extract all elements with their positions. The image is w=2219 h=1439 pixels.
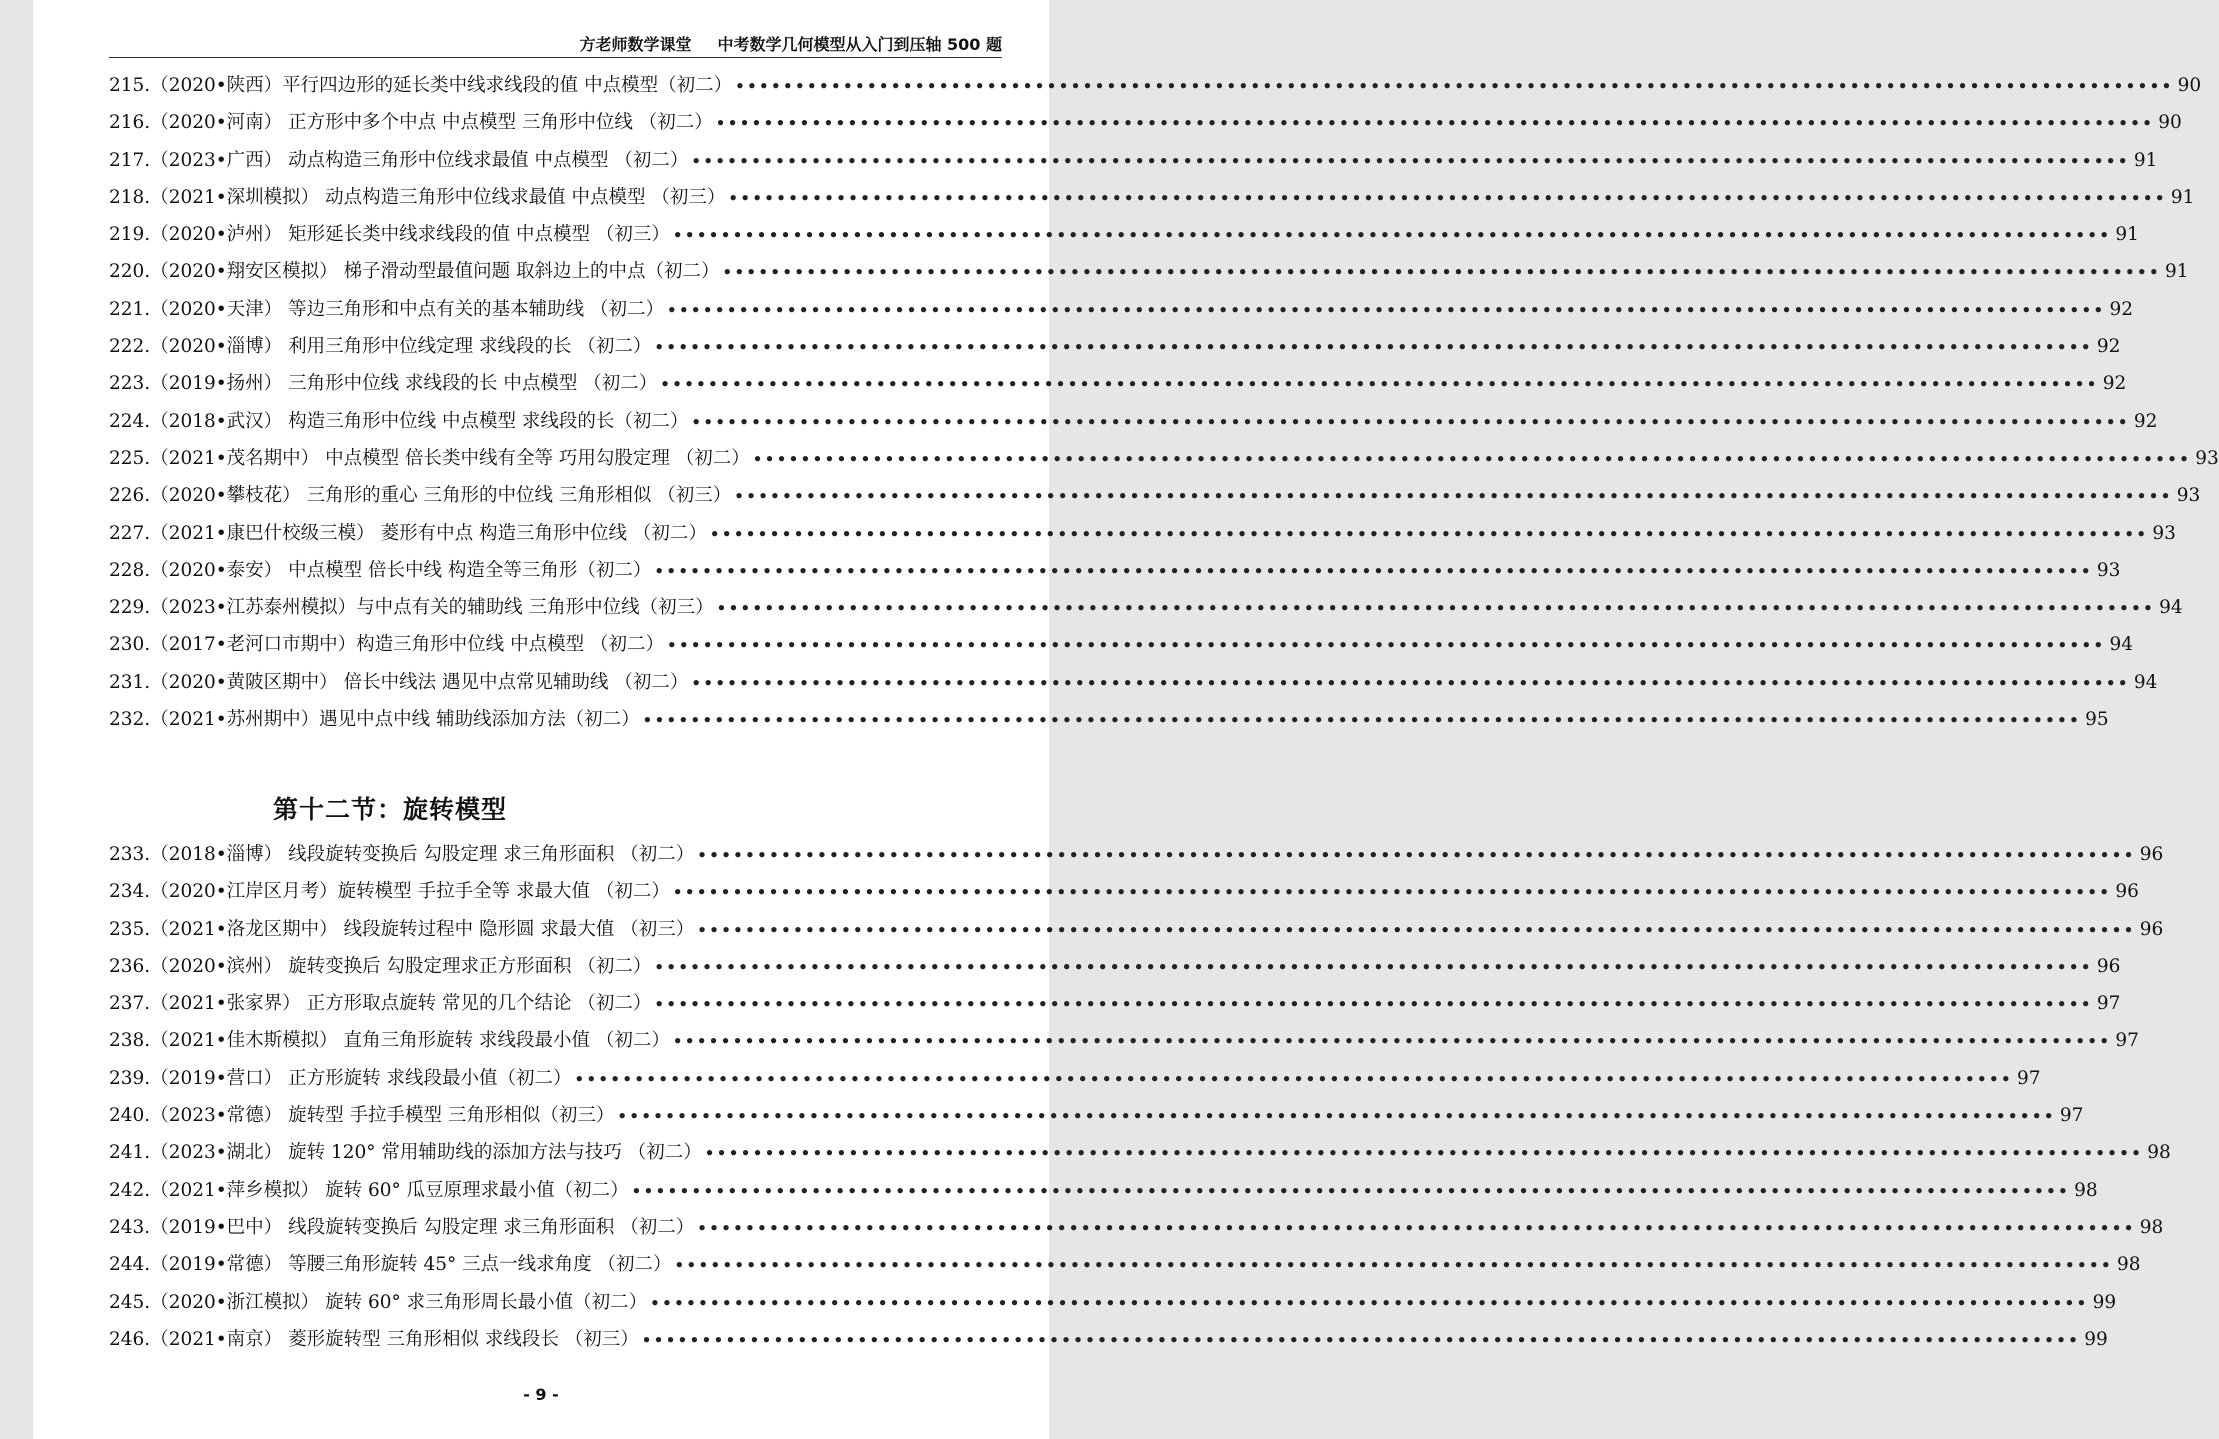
toc-entry-title: 228.（2020•泰安） 中点模型 倍长中线 构造全等三角形（初二） xyxy=(109,559,652,581)
toc-entry-page: 92 xyxy=(2096,336,2121,358)
toc-entry xyxy=(109,328,2121,365)
toc-entry xyxy=(109,477,2201,514)
toc-dot-leader: •••••••••••••••••••••••••••••••••••••••••••••••••••••••••••••••••••••••••••••••••••••••••••••••••••••••••••••••••••••••• xyxy=(697,1218,2136,1237)
toc-entry xyxy=(109,216,2139,253)
toc-entry xyxy=(109,1246,2141,1283)
header-rule xyxy=(109,57,1002,58)
toc-dot-leader: •••••••••••••••••••••••••••••••••••••••••••••••••••••••••••••••••••••••••••••••••••••••••••••••••••••••••••••••••••••••• xyxy=(660,375,2099,394)
toc-entry-title: 236.（2020•滨州） 旋转变换后 勾股定理求正方形面积 （初二） xyxy=(109,955,652,977)
toc-entry xyxy=(109,1022,2139,1059)
toc-dot-leader: •••••••••••••••••••••••••••••••••••••••••••••••••••••••••••••••••••••••••••••••••••••••••••••••••••••••••••••••••••••••• xyxy=(672,883,2112,902)
toc-entry-page: 98 xyxy=(2074,1179,2098,1201)
toc-dot-leader: •••••••••••••••••••••••••••••••••••••••••••••••••••••••••••••••••••••••••••••••••••••••••••••••••••••••••••••••••••••••• xyxy=(728,188,2167,207)
toc-entry-page: 90 xyxy=(2177,75,2202,96)
toc-entry-title: 220.（2020•翔安区模拟） 梯子滑动型最值问题 取斜边上的中点（初二） xyxy=(109,261,720,283)
toc-entry-title: 223.（2019•扬州） 三角形中位线 求线段的长 中点模型 （初二） xyxy=(109,373,658,395)
toc-entry-title: 238.（2021•佳木斯模拟） 直角三角形旋转 求线段最小值 （初二） xyxy=(109,1030,670,1052)
toc-entry xyxy=(109,1284,2117,1321)
toc-entry-page: 98 xyxy=(2139,1216,2164,1238)
toc-entry-page: 94 xyxy=(2109,634,2133,656)
toc-dot-leader: •••••••••••••••••••••••••••••••••••••••••••••••••••••••••••••••••••••••••••••••••••••••••••••••••••••••••••••••••••••••• xyxy=(735,77,2174,95)
toc-dot-leader: •••••••••••••••••••••••••••••••••••••••••••••••••••••••••••••••••••••••••••••••••••••••••••••••••••••••••••••••••••••••• xyxy=(722,263,2161,282)
toc-entry-page: 91 xyxy=(2115,224,2139,246)
toc-entry-title: 225.（2021•茂名期中） 中点模型 倍长类中线有全等 巧用勾股定理 （初二） xyxy=(109,447,750,469)
toc-entry-page: 96 xyxy=(2139,918,2164,940)
toc-entry xyxy=(109,291,2133,328)
toc-list-midpoint xyxy=(109,67,2219,738)
toc-entry xyxy=(109,948,2121,985)
toc-entry-page: 97 xyxy=(2059,1105,2084,1127)
running-header xyxy=(109,33,1002,56)
toc-entry xyxy=(109,1060,2041,1097)
toc-entry-title: 231.（2020•黄陂区期中） 倍长中线法 遇见中点常见辅助线 （初二） xyxy=(109,671,689,693)
toc-entry-title: 232.（2021•苏州期中）遇见中点中线 辅助线添加方法（初二） xyxy=(109,709,640,731)
toc-dot-leader: •••••••••••••••••••••••••••••••••••••••••••••••••••••••••••••••••••••••••••••••••••••••••••••••••••••••••••••••••••••••• xyxy=(666,300,2106,319)
toc-entry-page: 97 xyxy=(2096,993,2121,1015)
toc-entry-page: 93 xyxy=(2152,522,2176,544)
toc-dot-leader: •••••••••••••••••••••••••••••••••••••••••••••••••••••••••••••••••••••••••••••••••••••••••••••••••••••••••••••••••••••••• xyxy=(654,561,2093,580)
header-left-text: 方老师数学课堂 xyxy=(579,35,692,54)
toc-entry xyxy=(109,664,2158,701)
toc-dot-leader: •••••••••••••••••••••••••••••••••••••••••••••••••••••••••••••••••••••••••••••••••••••••••••••••••••••••••••••••••••••••• xyxy=(654,338,2093,357)
toc-dot-leader: •••••••••••••••••••••••••••••••••••••••••••••••••••••••••••••••••••••••••••••••••••••••••••••••••••••••••••••••••••••••• xyxy=(641,1330,2081,1349)
toc-entry-title: 222.（2020•淄博） 利用三角形中位线定理 求线段的长 （初二） xyxy=(109,336,652,358)
toc-dot-leader: •••••••••••••••••••••••••••••••••••••••••••••••••••••••••••••••••••••••••••••••••••••••••••••••••••••••••••••••••••••••• xyxy=(715,114,2155,133)
toc-entry-page: 98 xyxy=(2117,1254,2141,1276)
toc-entry xyxy=(109,911,2164,948)
toc-dot-leader: •••••••••••••••••••••••••••••••••••••••••••••••••••••••••••••••••••••••••••••••••••••••••••••••••••••••••••••••••••••••• xyxy=(674,1256,2113,1275)
toc-entry-title: 227.（2021•康巴什校级三模） 菱形有中点 构造三角形中位线 （初二） xyxy=(109,522,707,544)
toc-dot-leader: •••••••••••••••••••••••••••••••••••••••••••••••••••••••••••••••••••••••••••••••••••••••••••••••••••••••••••••••••••••••• xyxy=(617,1107,2056,1126)
toc-entry-title: 233.（2018•淄博） 线段旋转变换后 勾股定理 求三角形面积 （初二） xyxy=(109,844,695,865)
toc-dot-leader: •••••••••••••••••••••••••••••••••••••••••••••••••••••••••••••••••••••••••••••••••••••••••••••••••••••••••••••••••••••••• xyxy=(631,1181,2071,1200)
toc-entry xyxy=(109,253,2189,290)
toc-entry-title: 229.（2023•江苏泰州模拟）与中点有关的辅助线 三角形中位线（初三） xyxy=(109,597,714,619)
toc-entry xyxy=(109,1172,2098,1209)
toc-entry-page: 93 xyxy=(2195,447,2219,469)
toc-entry-title: 216.（2020•河南） 正方形中多个中点 中点模型 三角形中位线 （初二） xyxy=(109,112,713,134)
toc-entry xyxy=(109,836,2164,873)
toc-entry-page: 97 xyxy=(2115,1030,2139,1052)
toc-entry xyxy=(109,1209,2164,1246)
toc-entry xyxy=(109,365,2127,402)
toc-dot-leader: •••••••••••••••••••••••••••••••••••••••••••••••••••••••••••••••••••••••••••••••••••••••••••••••••••••••••••••••••••••••• xyxy=(704,1144,2144,1163)
section-title: 第十二节：旋转模型 xyxy=(273,795,508,824)
toc-dot-leader: •••••••••••••••••••••••••••••••••••••••••••••••••••••••••••••••••••••••••••••••••••••••••••••••••••••••••••••••••••••••• xyxy=(650,1293,2089,1312)
toc-entry-title: 219.（2020•泸州） 矩形延长类中线求线段的值 中点模型 （初三） xyxy=(109,224,670,246)
toc-entry xyxy=(109,1321,2108,1358)
toc-entry xyxy=(109,1097,2084,1134)
toc-entry-page: 99 xyxy=(2084,1328,2108,1350)
toc-entry-page: 91 xyxy=(2170,186,2195,208)
toc-entry-page: 96 xyxy=(2115,881,2139,903)
toc-entry-title: 237.（2021•张家界） 正方形取点旋转 常见的几个结论 （初二） xyxy=(109,993,652,1015)
toc-entry-page: 96 xyxy=(2096,955,2121,977)
toc-entry-page: 91 xyxy=(2164,261,2189,283)
toc-dot-leader: •••••••••••••••••••••••••••••••••••••••••••••••••••••••••••••••••••••••••••••••••••••••••••••••••••••••••••••••••••••••• xyxy=(716,599,2156,618)
toc-entry xyxy=(109,985,2121,1022)
toc-entry xyxy=(109,626,2133,663)
toc-dot-leader: •••••••••••••••••••••••••••••••••••••••••••••••••••••••••••••••••••••••••••••••••••••••••••••••••••••••••••••••••••••••• xyxy=(642,711,2082,730)
toc-entry-page: 92 xyxy=(2133,410,2158,432)
toc-dot-leader: •••••••••••••••••••••••••••••••••••••••••••••••••••••••••••••••••••••••••••••••••••••••••••••••••••••••••••••••••••••••• xyxy=(691,151,2130,170)
toc-entry xyxy=(109,142,2158,179)
toc-entry-title: 218.（2021•深圳模拟） 动点构造三角形中位线求最值 中点模型 （初三） xyxy=(109,186,726,208)
toc-entry-page: 93 xyxy=(2096,559,2121,581)
toc-entry-title: 242.（2021•萍乡模拟） 旋转 60° 瓜豆原理求最小值（初二） xyxy=(109,1179,629,1201)
toc-dot-leader: •••••••••••••••••••••••••••••••••••••••••••••••••••••••••••••••••••••••••••••••••••••••••••••••••••••••••••••••••••••••• xyxy=(672,1032,2112,1051)
toc-dot-leader: •••••••••••••••••••••••••••••••••••••••••••••••••••••••••••••••••••••••••••••••••••••••••••••••••••••••••••••••••••••••• xyxy=(734,487,2173,506)
toc-dot-leader: •••••••••••••••••••••••••••••••••••••••••••••••••••••••••••••••••••••••••••••••••••••••••••••••••••••••••••••••••••••••• xyxy=(691,673,2130,692)
toc-entry xyxy=(109,701,2109,738)
toc-entry xyxy=(109,515,2176,552)
toc-entry xyxy=(109,440,2219,477)
toc-entry-title: 243.（2019•巴中） 线段旋转变换后 勾股定理 求三角形面积 （初二） xyxy=(109,1216,695,1238)
toc-entry-title: 215.（2020•陕西）平行四边形的延长类中线求线段的值 中点模型（初二） xyxy=(109,75,733,96)
toc-entry-page: 94 xyxy=(2133,671,2158,693)
toc-dot-leader: •••••••••••••••••••••••••••••••••••••••••••••••••••••••••••••••••••••••••••••••••••••••••••••••••••••••••••••••••••••••• xyxy=(654,995,2093,1014)
toc-dot-leader: •••••••••••••••••••••••••••••••••••••••••••••••••••••••••••••••••••••••••••••••••••••••••••••••••••••••••••••••••••••••• xyxy=(697,920,2136,939)
toc-entry xyxy=(109,179,2195,216)
toc-entry-title: 239.（2019•营口） 正方形旋转 求线段最小值（初二） xyxy=(109,1067,572,1089)
toc-entry-title: 235.（2021•洛龙区期中） 线段旋转过程中 隐形圆 求最大值 （初三） xyxy=(109,918,695,940)
toc-entry-title: 244.（2019•常德） 等腰三角形旋转 45° 三点一线求角度 （初二） xyxy=(109,1254,672,1276)
page-number: - 9 - xyxy=(523,1385,559,1404)
toc-entry-page: 94 xyxy=(2159,597,2183,619)
toc-entry-title: 245.（2020•浙江模拟） 旋转 60° 求三角形周长最小值（初二） xyxy=(109,1291,648,1313)
header-right-text: 中考数学几何模型从入门到压轴 500 题 xyxy=(717,35,1002,54)
toc-dot-leader: •••••••••••••••••••••••••••••••••••••••••••••••••••••••••••••••••••••••••••••••••••••••••••••••••••••••••••••••••••••••• xyxy=(697,846,2136,864)
toc-entry-title: 230.（2017•老河口市期中）构造三角形中位线 中点模型 （初二） xyxy=(109,634,664,656)
toc-entry-page: 95 xyxy=(2085,709,2109,731)
toc-dot-leader: •••••••••••••••••••••••••••••••••••••••••••••••••••••••••••••••••••••••••••••••••••••••••••••••••••••••••••••••••••••••• xyxy=(654,957,2093,976)
toc-dot-leader: •••••••••••••••••••••••••••••••••••••••••••••••••••••••••••••••••••••••••••••••••••••••••••••••••••••••••••••••••••••••• xyxy=(709,524,2149,543)
toc-dot-leader: •••••••••••••••••••••••••••••••••••••••••••••••••••••••••••••••••••••••••••••••••••••••••••••••••••••••••••••••••••••••• xyxy=(574,1069,2013,1088)
toc-entry-page: 96 xyxy=(2139,844,2164,865)
toc-entry-page: 92 xyxy=(2102,373,2127,395)
toc-entry-page: 97 xyxy=(2016,1067,2041,1089)
toc-entry-title: 234.（2020•江岸区月考）旋转模型 手拉手全等 求最大值 （初二） xyxy=(109,881,670,903)
toc-entry-title: 246.（2021•南京） 菱形旋转型 三角形相似 求线段长 （初三） xyxy=(109,1328,639,1350)
toc-entry xyxy=(109,552,2121,589)
document-page xyxy=(33,0,2219,1439)
toc-dot-leader: •••••••••••••••••••••••••••••••••••••••••••••••••••••••••••••••••••••••••••••••••••••••••••••••••••••••••••••••••••••••• xyxy=(752,449,2192,468)
toc-entry-title: 217.（2023•广西） 动点构造三角形中位线求最值 中点模型 （初二） xyxy=(109,149,689,171)
toc-entry-title: 240.（2023•常德） 旋转型 手拉手模型 三角形相似（初三） xyxy=(109,1105,615,1127)
toc-entry-page: 92 xyxy=(2109,298,2133,320)
toc-entry-page: 90 xyxy=(2158,112,2182,134)
toc-entry xyxy=(109,589,2183,626)
toc-entry xyxy=(109,1134,2171,1171)
toc-entry-title: 221.（2020•天津） 等边三角形和中点有关的基本辅助线 （初二） xyxy=(109,298,664,320)
toc-entry xyxy=(109,403,2158,440)
toc-entry xyxy=(109,104,2182,141)
toc-entry-page: 99 xyxy=(2092,1291,2117,1313)
toc-entry-title: 241.（2023•湖北） 旋转 120° 常用辅助线的添加方法与技巧 （初二） xyxy=(109,1142,702,1164)
toc-entry-title: 226.（2020•攀枝花） 三角形的重心 三角形的中位线 三角形相似 （初三） xyxy=(109,485,732,507)
toc-entry-title: 224.（2018•武汉） 构造三角形中位线 中点模型 求线段的长（初二） xyxy=(109,410,689,432)
toc-entry-page: 91 xyxy=(2133,149,2158,171)
toc-entry xyxy=(109,67,2202,104)
toc-list-rotation xyxy=(109,836,2171,1358)
toc-dot-leader: •••••••••••••••••••••••••••••••••••••••••••••••••••••••••••••••••••••••••••••••••••••••••••••••••••••••••••••••••••••••• xyxy=(666,636,2106,655)
toc-dot-leader: •••••••••••••••••••••••••••••••••••••••••••••••••••••••••••••••••••••••••••••••••••••••••••••••••••••••••••••••••••••••• xyxy=(672,226,2112,245)
toc-entry-page: 98 xyxy=(2147,1142,2171,1164)
toc-entry xyxy=(109,873,2139,910)
toc-dot-leader: •••••••••••••••••••••••••••••••••••••••••••••••••••••••••••••••••••••••••••••••••••••••••••••••••••••••••••••••••••••••• xyxy=(691,412,2130,431)
toc-entry-page: 93 xyxy=(2176,485,2201,507)
